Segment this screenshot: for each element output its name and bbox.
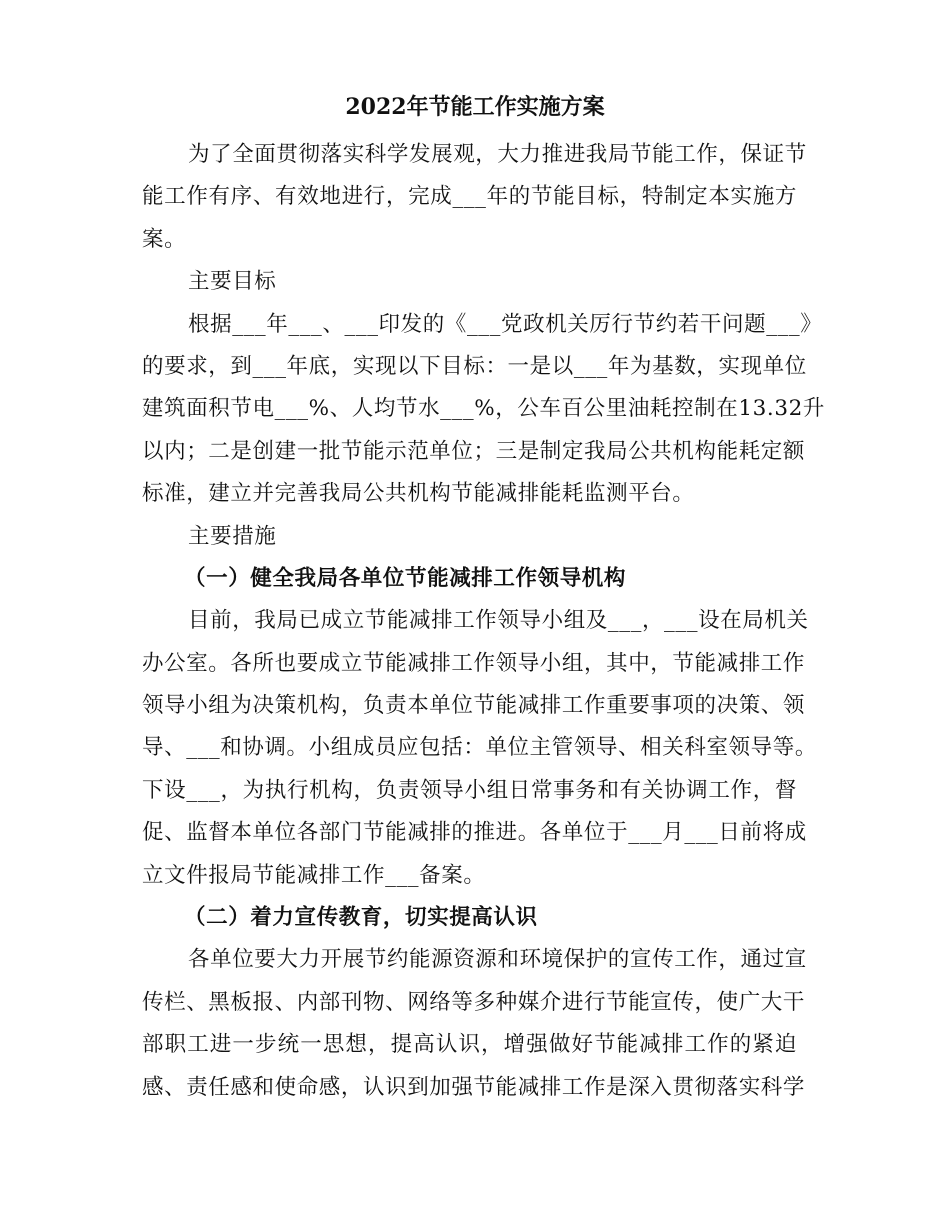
section-label: 主要措施 — [188, 523, 277, 549]
paragraph-line: 导、___和协调。小组成员应包括：单位主管领导、相关科室领导等。 — [142, 735, 817, 761]
paragraph-line: 标准，建立并完善我局公共机构节能减排能耗监测平台。 — [142, 481, 695, 507]
paragraph-line: 以内；二是创建一批节能示范单位；三是制定我局公共机构能耗定额 — [142, 438, 806, 464]
document-body — [142, 134, 826, 1109]
paragraph-line: 案。 — [142, 226, 187, 252]
paragraph-line: 各单位要大力开展节约能源资源和环境保护的宣传工作，通过宣 — [188, 947, 807, 973]
paragraph-line: 领导小组为决策机构，负责本单位节能减排工作重要事项的决策、领 — [142, 693, 806, 719]
section-label: 主要目标 — [188, 269, 277, 295]
paragraph-line: 立文件报局节能减排工作___备案。 — [142, 862, 486, 888]
paragraph-line: 目前，我局已成立节能减排工作领导小组及___，___设在局机关 — [188, 608, 809, 634]
paragraph-line: 为了全面贯彻落实科学发展观，大力推进我局节能工作，保证节 — [188, 142, 807, 167]
paragraph-line: 促、监督本单位各部门节能减排的推进。各单位于___月___日前将成 — [142, 820, 807, 846]
subsection-heading: （一）健全我局各单位节能减排工作领导机构 — [184, 565, 627, 591]
paragraph-line: 建筑面积节电___%、人均节水___%，公车百公里油耗控制在13.32升 — [142, 396, 826, 422]
document-title: 2022年节能工作实施方案 — [345, 94, 605, 120]
paragraph-line: 感、责任感和使命感，认识到加强节能减排工作是深入贯彻落实科学 — [142, 1074, 806, 1100]
paragraph-line: 办公室。各所也要成立节能减排工作领导小组，其中，节能减排工作 — [142, 650, 806, 676]
subsection-heading: （二）着力宣传教育，切实提高认识 — [184, 905, 538, 931]
paragraph-line: 的要求，到___年底，实现以下目标：一是以___年为基数，实现单位 — [142, 353, 807, 379]
paragraph-line: 根据___年___、___印发的《___党政机关厉行节约若干问题___》 — [188, 311, 823, 337]
paragraph-line: 部职工进一步统一思想，提高认识，增强做好节能减排工作的紧迫 — [142, 1032, 797, 1058]
paragraph-line: 能工作有序、有效地进行，完成___年的节能目标，特制定本实施方 — [142, 184, 797, 210]
paragraph-line: 传栏、黑板报、内部刊物、网络等多种媒介进行节能宣传，使广大干 — [142, 989, 806, 1015]
paragraph-line: 下设___，为执行机构，负责领导小组日常事务和有关协调工作，督 — [142, 777, 797, 803]
